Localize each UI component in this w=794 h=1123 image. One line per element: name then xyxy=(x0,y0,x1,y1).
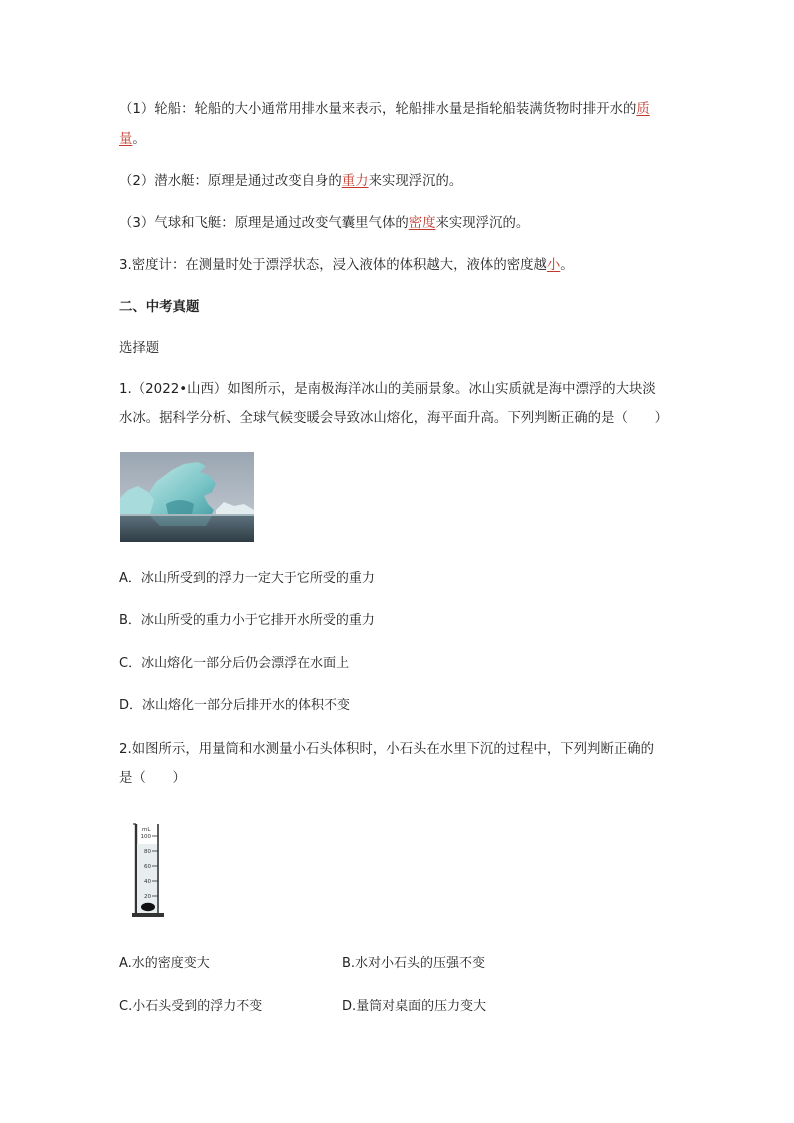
cylinder-tick-label: 20 xyxy=(144,894,151,900)
section-2-subheading: 选择题 xyxy=(119,341,160,356)
item-2-line xyxy=(119,173,462,191)
cylinder-tick-label: 100 xyxy=(140,834,151,840)
question-1-option-a: A．冰山所受到的浮力一定大于它所受的重力 xyxy=(119,571,375,586)
question-1-line-2: 水冰。据科学分析、全球气候变暖会导致冰山熔化，海平面升高。下列判断正确的是（ ） xyxy=(119,411,669,426)
item-4-text: 3.密度计：在测量时处于漂浮状态，浸入液体的体积越大，液体的密度越 xyxy=(119,258,547,273)
iceberg-photo xyxy=(120,452,254,542)
item-2-tail: 来实现浮沉的。 xyxy=(368,174,463,189)
item-1-tail: 。 xyxy=(132,132,146,147)
item-4-tail: 。 xyxy=(560,258,574,273)
cylinder-tick-label: 40 xyxy=(144,879,151,885)
item-2-answer: 重力 xyxy=(341,174,369,189)
item-3-line xyxy=(119,215,529,233)
question-2-option-a: A.水的密度变大 xyxy=(119,956,210,971)
question-1-option-c: C．冰山熔化一部分后仍会漂浮在水面上 xyxy=(119,656,350,671)
question-2-line-2: 是（ ） xyxy=(119,771,186,786)
question-1-option-d: D．冰山熔化一部分后排开水的体积不变 xyxy=(119,698,351,713)
section-2-heading: 二、中考真题 xyxy=(119,300,200,315)
measuring-cylinder-diagram xyxy=(132,822,164,918)
question-2-option-b: B.水对小石头的压强不变 xyxy=(342,956,486,971)
item-3-answer: 密度 xyxy=(408,216,436,231)
item-1-answer-part1: 质 xyxy=(636,102,650,117)
question-2-option-d: D.量筒对桌面的压力变大 xyxy=(342,999,487,1014)
question-1-option-b: B．冰山所受的重力小于它排开水所受的重力 xyxy=(119,613,375,628)
cylinder-tick-label: 60 xyxy=(144,864,151,870)
item-4-line xyxy=(119,257,574,275)
cylinder-unit: mL xyxy=(142,827,151,833)
item-1-line-1 xyxy=(119,101,650,119)
item-1-answer-part2: 量 xyxy=(119,132,133,147)
item-4-answer: 小 xyxy=(546,258,561,273)
question-1-line-1: 1.（2022•山西）如图所示，是南极海洋冰山的美丽景象。冰山实质就是海中漂浮的大块淡 xyxy=(119,382,656,397)
item-1-line-2 xyxy=(119,131,146,149)
stone-icon xyxy=(141,903,155,911)
question-2-option-c: C.小石头受到的浮力不变 xyxy=(119,999,263,1014)
item-1-text: （1）轮船：轮船的大小通常用排水量来表示，轮船排水量是指轮船装满货物时排开水的 xyxy=(119,102,637,117)
item-2-text: （2）潜水艇：原理是通过改变自身的 xyxy=(119,174,342,189)
item-3-text: （3）气球和飞艇：原理是通过改变气囊里气体的 xyxy=(119,216,409,231)
question-2-line-1: 2.如图所示，用量筒和水测量小石头体积时，小石头在水里下沉的过程中，下列判断正确的 xyxy=(119,742,655,757)
item-3-tail: 来实现浮沉的。 xyxy=(435,216,530,231)
cylinder-tick-label: 80 xyxy=(144,849,151,855)
